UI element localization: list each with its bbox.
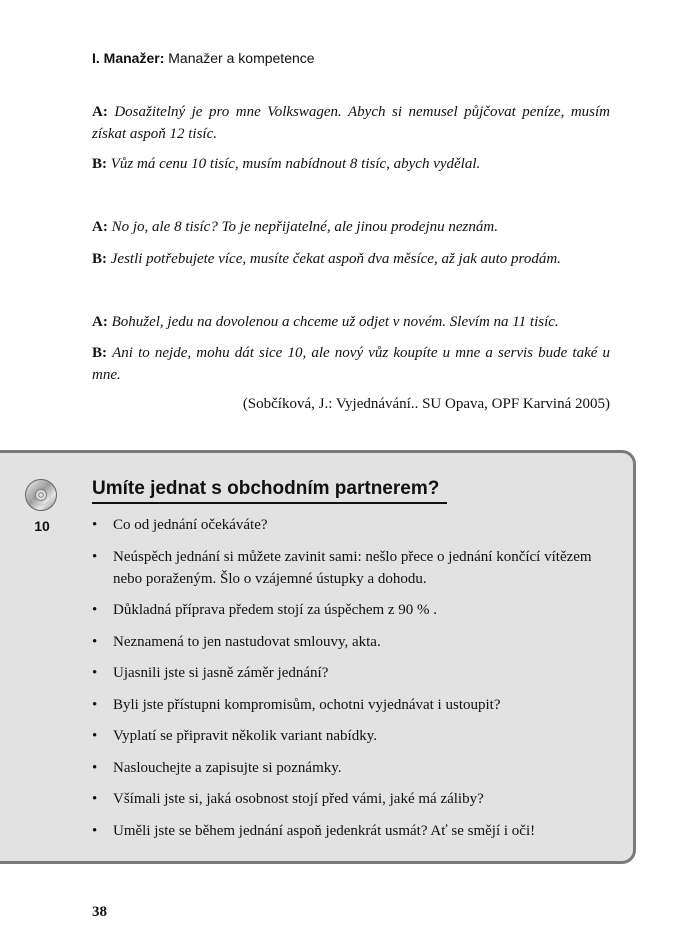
list-item: • Uměli jste se během jednání aspoň jedenkrát usmát? Ať se smějí i oči! <box>92 820 622 842</box>
dialogue-line <box>92 342 610 386</box>
running-header <box>92 50 315 66</box>
speech-text: Jestli potřebujete více, musíte čekat aspoň dva měsíce, až jak auto prodám. <box>110 251 561 267</box>
list-item: • Byli jste přístupni kompromisům, ochotni vyjednávat i ustoupit? <box>92 694 622 716</box>
speaker-label: B: <box>92 345 107 361</box>
speaker-label: A: <box>92 219 108 235</box>
header-chapter: Manažer a kompetence <box>168 50 315 66</box>
speech-text: Ani to nejde, mohu dát sice 10, ale nový vůz koupíte u mne a servis bude také u mne. <box>92 345 611 383</box>
list-item: • Naslouchejte a zapisujte si poznámky. <box>92 757 622 779</box>
speaker-label: B: <box>92 156 107 172</box>
list-item: • Co od jednání očekáváte? <box>92 514 622 536</box>
list-item: • Všímali jste si, jaká osobnost stojí před vámi, jaké má záliby? <box>92 788 622 810</box>
speech-text: Dosažitelný je pro mne Volkswagen. Abych si nemusel půjčovat peníze, musím získat aspoň 12 tisíc. <box>92 104 610 142</box>
dialogue-line <box>92 216 610 238</box>
dialogue-line <box>92 153 610 175</box>
bullet-list <box>92 514 622 851</box>
cd-icon <box>24 478 58 512</box>
box-title: Umíte jednat s obchodním partnerem? <box>92 478 447 504</box>
header-section: I. Manažer: <box>92 50 165 66</box>
list-item: • Neúspěch jednání si můžete zavinit sami: nešlo přece o jednání končící vítězem nebo poraženým. Šlo o vzájemné ústupky a dohodu. <box>92 546 622 590</box>
speaker-label: A: <box>92 104 108 120</box>
dialogue-line <box>92 248 610 270</box>
speaker-label: B: <box>92 251 107 267</box>
speaker-label: A: <box>92 314 108 330</box>
citation: (Sobčíková, J.: Vyjednávání.. SU Opava, OPF Karviná 2005) <box>242 396 610 412</box>
list-item: • Důkladná příprava předem stojí za úspěchem z 90 % . <box>92 599 622 621</box>
speech-text: Bohužel, jedu na dovolenou a chceme už odjet v novém. Slevím na 11 tisíc. <box>111 314 559 330</box>
speech-text: Vůz má cenu 10 tisíc, musím nabídnout 8 tisíc, abych vydělal. <box>110 156 481 172</box>
dialogue-line <box>92 311 610 333</box>
page-number: 38 <box>92 904 107 920</box>
cd-track-number: 10 <box>34 518 50 534</box>
list-item: • Vyplatí se připravit několik variant nabídky. <box>92 725 622 747</box>
dialogue-line <box>92 101 610 145</box>
speech-text: No jo, ale 8 tisíc? To je nepřijatelné, ale jinou prodejnu neznám. <box>111 219 498 235</box>
list-item: • Neznamená to jen nastudovat smlouvy, akta. <box>92 631 622 653</box>
list-item: • Ujasnili jste si jasně záměr jednání? <box>92 662 622 684</box>
